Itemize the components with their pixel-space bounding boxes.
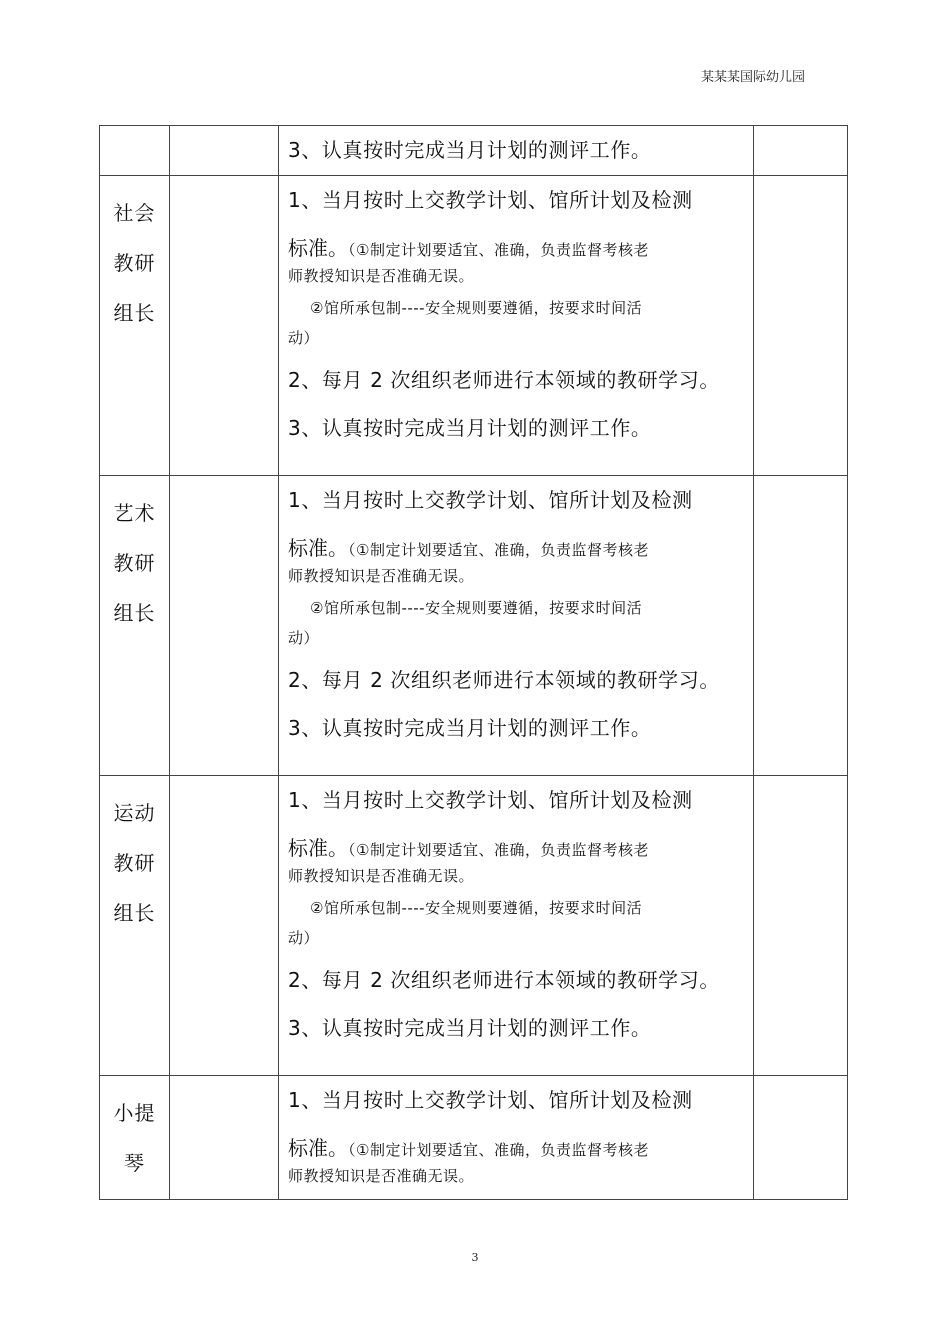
duty-item: 2、每月 2 次组织老师进行本领域的教研学习。: [288, 668, 720, 692]
blank-cell: [170, 176, 279, 476]
duty-item-detail: 动）: [288, 629, 320, 647]
role-label: 组长: [113, 601, 156, 625]
role-label: 教研: [113, 551, 156, 575]
duty-description-cell: [279, 126, 754, 176]
table-row: [100, 176, 848, 476]
table-row: [100, 476, 848, 776]
role-label: 教研: [113, 251, 156, 275]
remarks-cell: [754, 776, 848, 1076]
role-label: 运动: [113, 801, 156, 825]
role-cell: [100, 476, 170, 776]
remarks-cell: [754, 476, 848, 776]
role-label: 组长: [113, 301, 156, 325]
role-cell: [100, 126, 170, 176]
duty-item-detail: 动）: [288, 329, 320, 347]
remarks-cell: [754, 1076, 848, 1200]
role-label: 艺术: [113, 501, 156, 525]
duty-item-detail: 标准。（①制定计划要适宜、准确，负责监督考核老 师教授知识是否准确无误。: [288, 236, 649, 285]
role-label: 小提: [113, 1101, 156, 1125]
duty-item: 3、认真按时完成当月计划的测评工作。: [288, 716, 652, 740]
duty-item-detail: ②馆所承包制----安全规则要遵循，按要求时间活: [310, 899, 643, 917]
role-label: 琴: [124, 1151, 145, 1175]
role-cell: [100, 776, 170, 1076]
duty-item: 1、当月按时上交教学计划、馆所计划及检测: [288, 188, 693, 212]
page-header-school-name: 某某某国际幼儿园: [700, 70, 805, 85]
role-label: 组长: [113, 901, 156, 925]
blank-cell: [170, 1076, 279, 1200]
duty-item: 1、当月按时上交教学计划、馆所计划及检测: [288, 1088, 693, 1112]
duty-description-cell: [279, 1076, 754, 1200]
blank-cell: [170, 476, 279, 776]
table-row: [100, 1076, 848, 1200]
duty-item-detail: ②馆所承包制----安全规则要遵循，按要求时间活: [310, 299, 643, 317]
role-cell: [100, 176, 170, 476]
page-number: 3: [471, 1251, 479, 1264]
role-label: 社会: [113, 201, 156, 225]
duty-item-detail: 标准。（①制定计划要适宜、准确，负责监督考核老 师教授知识是否准确无误。: [288, 1136, 649, 1185]
duty-item: 3、认真按时完成当月计划的测评工作。: [288, 138, 652, 162]
duty-item: 3、认真按时完成当月计划的测评工作。: [288, 416, 652, 440]
duty-item: 2、每月 2 次组织老师进行本领域的教研学习。: [288, 968, 720, 992]
duty-item-detail: 动）: [288, 929, 320, 947]
role-label: 教研: [113, 851, 156, 875]
remarks-cell: [754, 126, 848, 176]
blank-cell: [170, 776, 279, 1076]
duty-item: 3、认真按时完成当月计划的测评工作。: [288, 1016, 652, 1040]
duty-table: [99, 125, 848, 1200]
remarks-cell: [754, 176, 848, 476]
duty-item: 1、当月按时上交教学计划、馆所计划及检测: [288, 488, 693, 512]
duty-description-cell: [279, 476, 754, 776]
duty-item: 1、当月按时上交教学计划、馆所计划及检测: [288, 788, 693, 812]
duty-item-detail: 标准。（①制定计划要适宜、准确，负责监督考核老 师教授知识是否准确无误。: [288, 536, 649, 585]
duty-item-detail: ②馆所承包制----安全规则要遵循，按要求时间活: [310, 599, 643, 617]
duty-item-detail: 标准。（①制定计划要适宜、准确，负责监督考核老 师教授知识是否准确无误。: [288, 836, 649, 885]
role-cell: [100, 1076, 170, 1200]
table-row: [100, 776, 848, 1076]
blank-cell: [170, 126, 279, 176]
duty-description-cell: [279, 776, 754, 1076]
duty-description-cell: [279, 176, 754, 476]
duty-item: 2、每月 2 次组织老师进行本领域的教研学习。: [288, 368, 720, 392]
table-row: [100, 126, 848, 176]
